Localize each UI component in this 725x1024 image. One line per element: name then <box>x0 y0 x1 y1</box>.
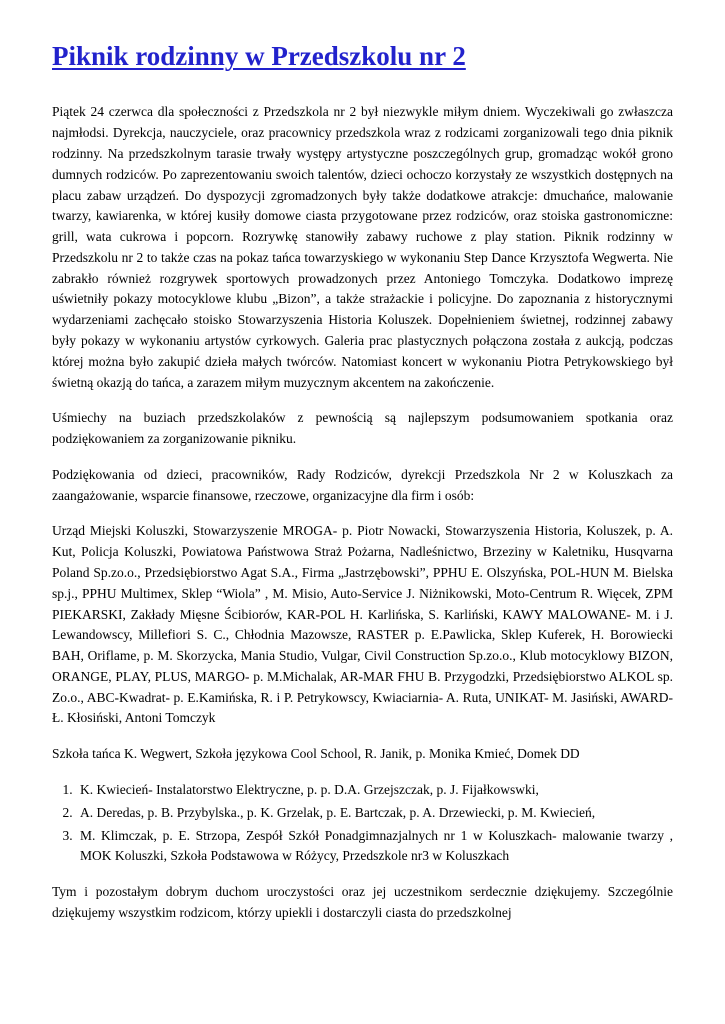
closing-paragraph: Tym i pozostałym dobrym duchom uroczystości oraz jej uczestnikom serdecznie dziękujemy. Szczególnie dziękujemy wszystkim rodzicom, którzy upiekli i dostarczyli ciasta do przedszkolnej <box>52 884 673 920</box>
list-item: 2. A. Deredas, p. B. Przybylska., p. K. Grzelak, p. E. Bartczak, p. A. Drzewiecki, p. M. Kwiecień, <box>76 803 673 824</box>
title-link[interactable]: Piknik rodzinny w Przedszkolu nr 2 <box>52 41 466 71</box>
sponsors-paragraph: Urząd Miejski Koluszki, Stowarzyszenie MROGA- p. Piotr Nowacki, Stowarzyszenia Historia, Koluszek, p. A. Kut, Policja Koluszki, Powiatowa Państwowa Straż Pożarna, Nadleśnictwo, Brzeziny w Kaletniku, Husqvarna Poland Sp.zo.o., Przedsiębiorstwo Agat S.A., Firma „Jastrzębowski”, PPHU E. Olszyńska, POL-HUN M. Bielska sp.j., PPHU Multimex, Sklep “Wiola” , M. Misio, Auto-Service J. Niżnikowski, Moto-Centrum R. Więcek, ZPM PIEKARSKI, Zakłady Mięsne Ścibiorów, KAR-POL H. Karlińska, S. Karliński, KAWY MALOWANE- M. i J. Lewandowscy, Millefiori S. C., Chłodnia Mazowsze, RASTER p. E.Pawlicka, Sklep Kuferek, H. Borowiecki BAH, Oriflame, p. M. Skorzycka, Mania Studio, Vulgar, Civil Construction Sp.zo.o., Klub motocyklowy BIZON, ORANGE, PLAY, PLUS, MARGO- p. M.Michalak, AR-MAR FHU B. Przygodzki, Przedsiębiorstwo ALKOL sp. Zo.o., ABC-Kwadrat- p. E.Kamińska, R. i P. Petrykowscy, Kwiaciarnia- A. Ruta, UNIKAT- M. Jasiński, AWARD- Ł. Kłosiński, Antoni Tomczyk <box>52 523 673 726</box>
sponsor-list <box>52 780 673 867</box>
summary-paragraph: Uśmiechy na buziach przedszkolaków z pewnością są najlepszym podsumowaniem spotkania oraz podziękowaniem za zorganizowanie pikniku. <box>52 410 673 447</box>
page-title <box>52 40 673 72</box>
intro-paragraph: Piątek 24 czerwca dla społeczności z Przedszkola nr 2 był niezwykle miłym dniem. Wyczekiwali go zwłaszcza najmłodsi. Dyrekcja, nauczyciele, oraz pracownicy przedszkola wraz z rodzicami zorganizowali tego dnia piknik rodzinny. Na przedszkolnym tarasie trwały występy artystyczne poszczególnych grup, gromadząc wokół grono dumnych rodziców. Po zaprezentowaniu swoich talentów, dzieci ochoczo korzystały ze wszystkich dostępnych na placu zabaw urządzeń. Do dyspozycji zgromadzonych były także dodatkowe atrakcje: dmuchańce, malowanie twarzy, kawiarenka, w której kusiły domowe ciasta przygotowane przez rodziców, oraz stoiska gastronomiczne: grill, wata cukrowa i popcorn. Rozrywkę stanowiły zabawy ruchowe z play station. Piknik rodzinny w Przedszkolu nr 2 to także czas na pokaz tańca towarzyskiego w wykonaniu Step Dance Krzysztofa Wegwerta. Nie zabrakło również rozgrywek sportowych prowadzonych przez Antoniego Tomczyka. Dodatkowo imprezę uświetniły pokazy motocyklowe klubu „Bizon”, a także strażackie i policyjne. Do zapoznania z historycznymi wydarzeniami zachęcało stoisko Stowarzyszenia Historia Koluszek. Dopełnieniem świetnej, rodzinnej zabawy były pokazy w wykonaniu artystów cyrkowych. Galeria prac plastycznych połączona została z aukcją, podczas której można było zakupić dzieła małych twórców. Natomiast koncert w wykonaniu Piotra Petrykowskiego był świetną okazją do tańca, a zarazem miłym muzycznym akcentem na zakończenie. <box>52 104 673 390</box>
thanks-intro-paragraph: Podziękowania od dzieci, pracowników, Rady Rodziców, dyrekcji Przedszkola Nr 2 w Koluszkach za zaangażowanie, wsparcie finansowe, rzeczowe, organizacyjne dla firm i osób: <box>52 466 673 503</box>
schools-paragraph: Szkoła tańca K. Wegwert, Szkoła językowa Cool School, R. Janik, p. Monika Kmieć, Domek DD <box>52 746 580 762</box>
list-item: 3. M. Klimczak, p. E. Strzopa, Zespół Szkół Ponadgimnazjalnych nr 1 w Koluszkach- malowanie twarzy , MOK Koluszki, Szkoła Podstawowa w Różycy, Przedszkole nr3 w Koluszkach <box>76 826 673 868</box>
list-item: 1. K. Kwiecień- Instalatorstwo Elektryczne, p. p. D.A. Grzejszczak, p. J. Fijałkowswki, <box>76 780 673 801</box>
